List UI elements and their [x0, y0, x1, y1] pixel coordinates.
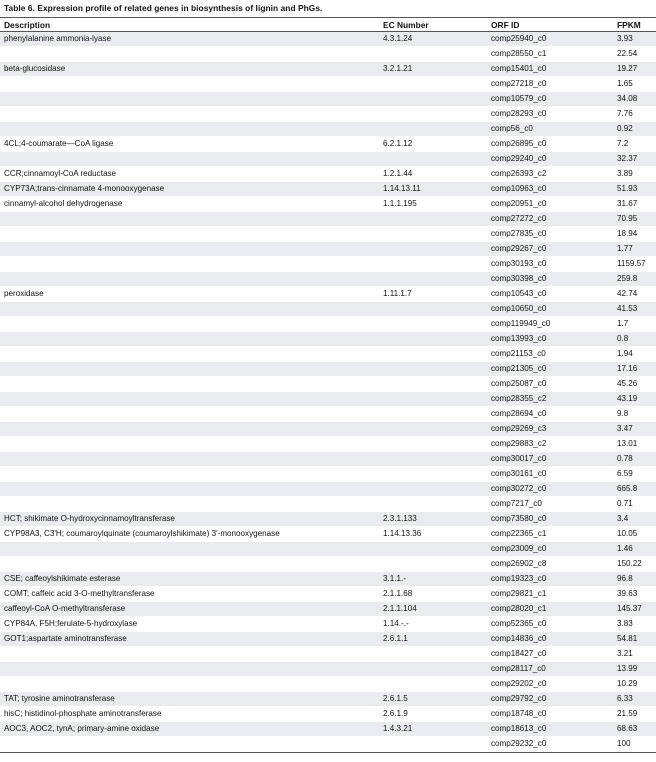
cell-fpkm: 68.63 [617, 724, 638, 733]
cell-ec-number: 1.11.1.7 [383, 289, 412, 298]
cell-orf-id: comp30161_c0 [491, 469, 547, 478]
table-row [0, 377, 656, 392]
table-row [0, 392, 656, 407]
cell-orf-id: comp56_c0 [491, 124, 533, 133]
cell-fpkm: 70.95 [617, 214, 638, 223]
cell-orf-id: comp28293_c0 [491, 109, 547, 118]
cell-orf-id: comp14836_c0 [491, 634, 547, 643]
cell-ec-number: 1.14.13.36 [383, 529, 422, 538]
table-row [0, 242, 656, 257]
table-row [0, 482, 656, 497]
table-row [0, 137, 656, 152]
cell-orf-id: comp23009_c0 [491, 544, 547, 553]
cell-description: caffeoyl-CoA O-methyltransferase [4, 604, 126, 613]
table-row [0, 197, 656, 212]
cell-ec-number: 6.2.1.12 [383, 139, 413, 148]
cell-fpkm: 1.77 [617, 244, 633, 253]
cell-description: phenylalanine ammonia-lyase [4, 34, 112, 43]
cell-orf-id: comp29232_c0 [491, 739, 547, 748]
cell-fpkm: 7.76 [617, 109, 633, 118]
cell-orf-id: comp7217_c0 [491, 499, 542, 508]
cell-fpkm: 3.83 [617, 619, 633, 628]
cell-orf-id: comp10650_c0 [491, 304, 547, 313]
cell-ec-number: 2.6.1.1 [383, 634, 408, 643]
header-ec-number: EC Number [383, 20, 429, 30]
cell-orf-id: comp18748_c0 [491, 709, 547, 718]
cell-orf-id: comp18427_c0 [491, 649, 547, 658]
cell-orf-id: comp27835_c0 [491, 229, 547, 238]
cell-fpkm: 9.8 [617, 409, 629, 418]
cell-fpkm: 19.27 [617, 64, 638, 73]
table-row [0, 647, 656, 662]
table-row [0, 182, 656, 197]
table-row [0, 287, 656, 302]
table-row [0, 677, 656, 692]
cell-orf-id: comp25940_c0 [491, 34, 547, 43]
cell-fpkm: 13.01 [617, 439, 638, 448]
table-row [0, 617, 656, 632]
cell-fpkm: 1.46 [617, 544, 633, 553]
table-row [0, 212, 656, 227]
cell-ec-number: 4.3.1.24 [383, 34, 413, 43]
cell-fpkm: 45.26 [617, 379, 638, 388]
table-row [0, 707, 656, 722]
table-row [0, 722, 656, 737]
cell-ec-number: 2.6.1.9 [383, 709, 408, 718]
cell-fpkm: 18.94 [617, 229, 638, 238]
cell-description: CYP84A, F5H;ferulate-5-hydroxylase [4, 619, 138, 628]
cell-orf-id: comp22365_c1 [491, 529, 547, 538]
cell-description: GOT1;aspartate aminotransferase [4, 634, 127, 643]
cell-fpkm: 6.59 [617, 469, 633, 478]
table-row [0, 107, 656, 122]
table-row [0, 527, 656, 542]
cell-ec-number: 1.4.3.21 [383, 724, 413, 733]
header-fpkm: FPKM [617, 20, 641, 30]
table-body [0, 32, 656, 752]
table-row [0, 302, 656, 317]
table-row [0, 347, 656, 362]
table-row [0, 632, 656, 647]
cell-orf-id: comp28117_c0 [491, 664, 546, 673]
cell-fpkm: 39.63 [617, 589, 638, 598]
cell-ec-number: 2.1.1.68 [383, 589, 413, 598]
table-row [0, 737, 656, 752]
cell-description: beta-glucosidase [4, 64, 66, 73]
cell-fpkm: 51.93 [617, 184, 638, 193]
table-bottom-rule [0, 752, 656, 753]
table-row [0, 407, 656, 422]
cell-orf-id: comp10579_c0 [491, 94, 547, 103]
cell-fpkm: 22.54 [617, 49, 638, 58]
cell-orf-id: comp28020_c1 [491, 604, 547, 613]
cell-ec-number: 2.6.1.5 [383, 694, 408, 703]
cell-orf-id: comp13993_c0 [491, 334, 547, 343]
cell-fpkm: 145.37 [617, 604, 642, 613]
cell-orf-id: comp26895_c0 [491, 139, 547, 148]
cell-orf-id: comp29202_c0 [491, 679, 547, 688]
cell-fpkm: 42.74 [617, 289, 638, 298]
cell-fpkm: 21.59 [617, 709, 638, 718]
table-row [0, 557, 656, 572]
cell-fpkm: 7.2 [617, 139, 629, 148]
cell-orf-id: comp30017_c0 [491, 454, 547, 463]
cell-fpkm: 32.37 [617, 154, 638, 163]
table-row [0, 452, 656, 467]
cell-fpkm: 96.8 [617, 574, 633, 583]
cell-orf-id: comp30272_c0 [491, 484, 547, 493]
cell-fpkm: 0.78 [617, 454, 633, 463]
table-row [0, 92, 656, 107]
cell-ec-number: 1.2.1.44 [383, 169, 413, 178]
cell-orf-id: comp29267_c0 [491, 244, 547, 253]
cell-ec-number: 1.14.13.11 [383, 184, 421, 193]
cell-fpkm: 665.8 [617, 484, 638, 493]
cell-orf-id: comp30193_c0 [491, 259, 547, 268]
cell-fpkm: 3.21 [617, 649, 633, 658]
cell-orf-id: comp18613_c0 [491, 724, 547, 733]
table-row [0, 47, 656, 62]
cell-fpkm: 1159.57 [617, 259, 646, 268]
cell-orf-id: comp29821_c1 [491, 589, 547, 598]
cell-fpkm: 41.53 [617, 304, 638, 313]
cell-orf-id: comp25087_c0 [491, 379, 547, 388]
table-row [0, 257, 656, 272]
cell-orf-id: comp10543_c0 [491, 289, 547, 298]
cell-fpkm: 150.22 [617, 559, 642, 568]
table-row [0, 167, 656, 182]
header-description: Description [4, 20, 51, 30]
cell-orf-id: comp20951_c0 [491, 199, 547, 208]
table-row [0, 602, 656, 617]
cell-orf-id: comp29792_c0 [491, 694, 547, 703]
table-row [0, 572, 656, 587]
table-row [0, 122, 656, 137]
cell-fpkm: 10.29 [617, 679, 638, 688]
cell-orf-id: comp26393_c2 [491, 169, 547, 178]
cell-fpkm: 54.81 [617, 634, 638, 643]
cell-description: COMT; caffeic acid 3-O-methyltransferase [4, 589, 155, 598]
cell-description: CYP73A;trans-cinnamate 4-monooxygenase [4, 184, 165, 193]
cell-orf-id: comp26902_c8 [491, 559, 547, 568]
table-row [0, 437, 656, 452]
cell-fpkm: 10.05 [617, 529, 638, 538]
table-row [0, 62, 656, 77]
table-row [0, 272, 656, 287]
cell-orf-id: comp10963_c0 [491, 184, 547, 193]
cell-description: CYP98A3, C3'H; coumaroylquinate (coumaroylshikimate) 3'-monooxygenase [4, 529, 280, 538]
cell-fpkm: 1.65 [617, 79, 633, 88]
table-row [0, 467, 656, 482]
table-row [0, 77, 656, 92]
cell-fpkm: 43.19 [617, 394, 638, 403]
table-row [0, 587, 656, 602]
table-row [0, 152, 656, 167]
cell-fpkm: 3.47 [617, 424, 633, 433]
cell-description: hisC; histidinol-phosphate aminotransferase [4, 709, 162, 718]
cell-orf-id: comp73580_c0 [491, 514, 547, 523]
cell-orf-id: comp28355_c2 [491, 394, 547, 403]
cell-description: cinnamyl-alcohol dehydrogenase [4, 199, 123, 208]
cell-fpkm: 34.08 [617, 94, 638, 103]
cell-ec-number: 2.1.1.104 [383, 604, 417, 613]
cell-orf-id: comp52365_c0 [491, 619, 547, 628]
cell-fpkm: 3.4 [617, 514, 629, 523]
cell-description: AOC3, AOC2, tynA; primary-amine oxidase [4, 724, 160, 733]
cell-orf-id: comp29269_c3 [491, 424, 547, 433]
cell-fpkm: 1.7 [617, 319, 629, 328]
cell-description: TAT; tyrosine aminotransferase [4, 694, 115, 703]
table-row [0, 692, 656, 707]
cell-description: CSE; caffeoylshikimate esterase [4, 574, 121, 583]
cell-fpkm: 0.8 [617, 334, 629, 343]
table-row [0, 497, 656, 512]
table-caption: Table 6. Expression profile of related genes in biosynthesis of lignin and PhGs. [4, 3, 323, 13]
cell-fpkm: 13.99 [617, 664, 638, 673]
cell-ec-number: 2.3.1.133 [383, 514, 417, 523]
cell-description: 4CL;4-coumarate—CoA ligase [4, 139, 114, 148]
cell-fpkm: 259.8 [617, 274, 638, 283]
cell-ec-number: 1.14.-.- [383, 619, 409, 628]
cell-fpkm: 0.92 [617, 124, 633, 133]
table-row [0, 422, 656, 437]
table-header [0, 18, 656, 31]
table-row [0, 317, 656, 332]
cell-fpkm: 31.67 [617, 199, 638, 208]
cell-description: HCT; shikimate O-hydroxycinnamoyltransferase [4, 514, 175, 523]
cell-fpkm: 3.93 [617, 34, 633, 43]
cell-orf-id: comp27272_c0 [491, 214, 547, 223]
cell-ec-number: 3.2.1.21 [383, 64, 413, 73]
cell-orf-id: comp30398_c0 [491, 274, 547, 283]
table-row [0, 542, 656, 557]
cell-fpkm: 6.33 [617, 694, 633, 703]
header-orf-id: ORF ID [491, 20, 520, 30]
cell-ec-number: 3.1.1.- [383, 574, 406, 583]
table-row [0, 32, 656, 47]
expression-table [0, 17, 656, 753]
cell-orf-id: comp28550_c1 [491, 49, 547, 58]
cell-fpkm: 0.71 [617, 499, 633, 508]
cell-orf-id: comp29883_c2 [491, 439, 547, 448]
cell-fpkm: 17.16 [617, 364, 638, 373]
cell-orf-id: comp28694_c0 [491, 409, 547, 418]
cell-orf-id: comp29240_c0 [491, 154, 547, 163]
cell-description: CCR;cinnamoyl-CoA reductase [4, 169, 117, 178]
cell-orf-id: comp27218_c0 [491, 79, 547, 88]
cell-ec-number: 1.1.1.195 [383, 199, 417, 208]
cell-fpkm: 100 [617, 739, 631, 748]
cell-description: peroxidase [4, 289, 44, 298]
cell-orf-id: comp15401_c0 [491, 64, 547, 73]
cell-orf-id: comp21305_c0 [491, 364, 547, 373]
table-row [0, 362, 656, 377]
table-row [0, 662, 656, 677]
cell-fpkm: 3.89 [617, 169, 633, 178]
table-row [0, 227, 656, 242]
cell-orf-id: comp19323_c0 [491, 574, 547, 583]
table-row [0, 332, 656, 347]
cell-orf-id: comp119949_c0 [491, 319, 551, 328]
cell-orf-id: comp21153_c0 [491, 349, 546, 358]
cell-fpkm: 1.94 [617, 349, 633, 358]
table-row [0, 512, 656, 527]
